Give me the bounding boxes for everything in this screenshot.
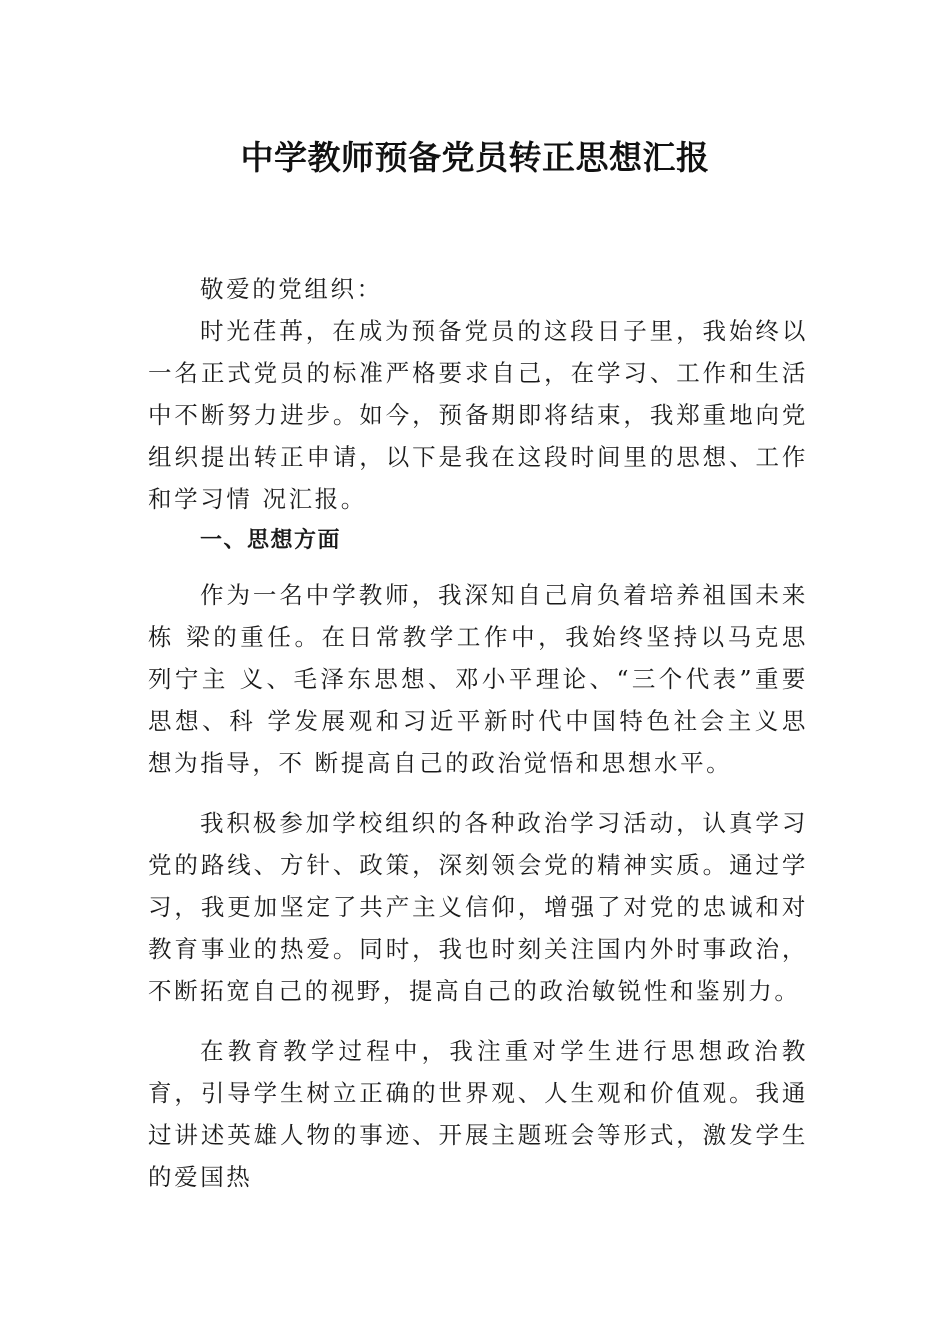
salutation: 敬爱的党组织：	[200, 275, 383, 303]
thought-paragraph-2: 我积极参加学校组织的各种政治学习活动，认真学习党的路线、方针、政策，深刻领会党的精神实质。通过学习，我更加坚定了共产主义信仰，增强了对党的忠诚和对教育事业的热爱。同时，我也时刻关注国内外时事政治，不断拓宽自己的视野，提高自己的政治敏锐性和鉴别力。	[148, 809, 808, 1005]
thought-paragraph-1: 作为一名中学教师，我深知自己肩负着培养祖国未来栋 梁的重任。在日常教学工作中，我始终坚持以马克思列宁主 义、毛泽东思想、邓小平理论、“三个代表”重要思想、科 学发展观和习近平新时代中国特色社会主义思想为指导，不 断提高自己的政治觉悟和思想水平。	[148, 581, 808, 777]
document-title: 中学教师预备党员转正思想汇报	[240, 138, 710, 177]
thought-paragraph-3: 在教育教学过程中，我注重对学生进行思想政治教育，引导学生树立正确的世界观、人生观和价值观。我通过讲述英雄人物的事迹、开展主题班会等形式，激发学生的爱国热	[148, 1037, 808, 1191]
intro-paragraph: 时光荏苒，在成为预备党员的这段日子里，我始终以一名正式党员的标准严格要求自己，在学习、工作和生活中不断努力进步。如今，预备期即将结束，我郑重地向党组织提出转正申请，以下是我在这段时间里的思想、工作和学习情 况汇报。	[148, 317, 808, 513]
document-body	[148, 268, 808, 1198]
section-heading-thought: 一、思想方面	[200, 528, 342, 553]
